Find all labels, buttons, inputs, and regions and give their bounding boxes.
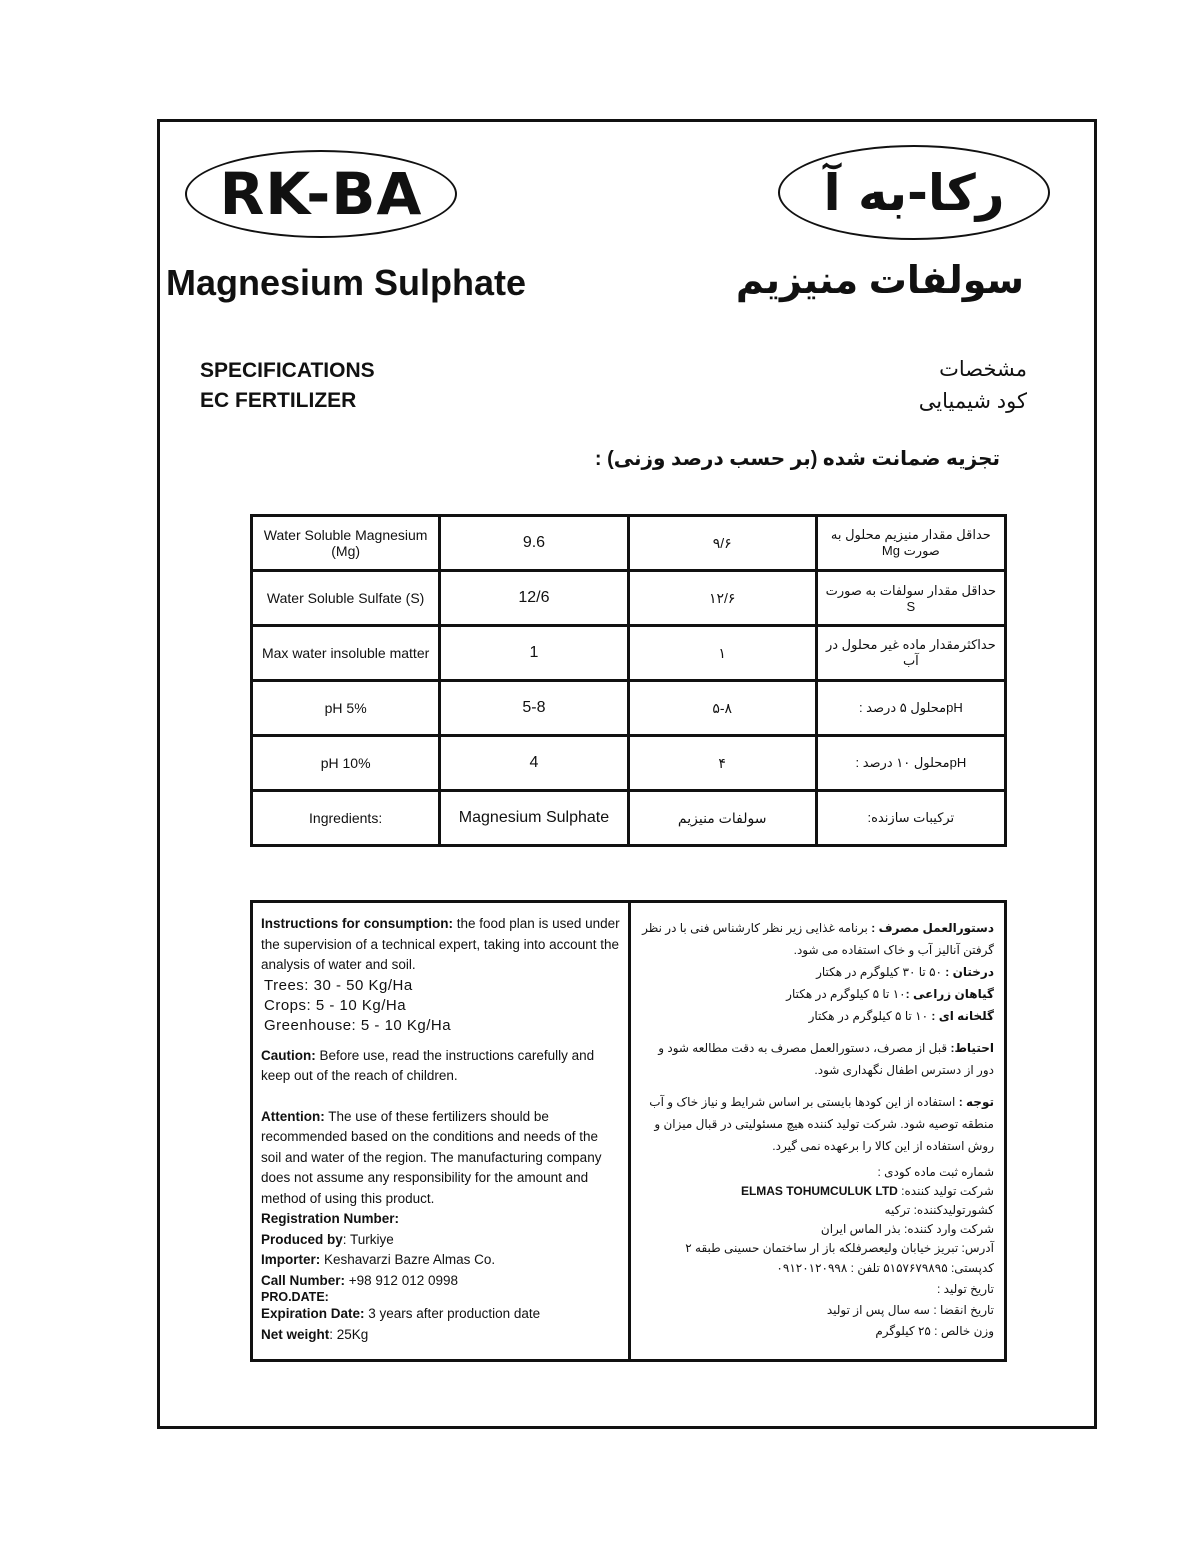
expiration-en: [261, 1304, 620, 1325]
instructions-box: [250, 900, 1007, 1362]
spec-name-en: Water Soluble Sulfate (S): [252, 571, 440, 626]
registration-fa: شماره ثبت ماده کودی :: [877, 1165, 994, 1179]
spec-name-en: pH 5%: [252, 681, 440, 736]
spec-name-fa: حداقل مقدار سولفات به صورت S: [816, 571, 1005, 626]
spec-table: [250, 514, 1007, 847]
spec-value-fa: ۱: [628, 626, 816, 681]
spec-name-en: Max water insoluble matter: [252, 626, 440, 681]
importer-en: [261, 1250, 620, 1271]
instructions-fa: [631, 903, 1004, 1359]
attention-en: [261, 1107, 620, 1210]
caution-en: [261, 1046, 620, 1087]
spec-name-en: Ingredients:: [252, 791, 440, 846]
spec-value-fa: ۴: [628, 736, 816, 791]
net-weight-en: [261, 1325, 620, 1346]
producer-label-fa: شرکت تولید کننده:: [901, 1184, 994, 1198]
importer-label-en: Importer:: [261, 1252, 321, 1267]
consumption-label-en: Instructions for consumption:: [261, 916, 453, 931]
spec-heading-en-2: EC FERTILIZER: [200, 389, 357, 412]
spec-heading-en: [200, 356, 375, 416]
spec-heading-fa-1: مشخصات: [939, 358, 1027, 381]
importer-value-en: Keshavarzi Bazre Almas Co.: [320, 1252, 496, 1267]
consumption-text-en: the food plan is used under the supervision of a technical expert, taking into account the analysis of water and soil.: [261, 916, 620, 972]
dose-trees-fa: [639, 961, 994, 983]
attention-text-en: The use of these fertilizers should be recommended based on the conditions and needs of the soil and water of the region. The manufacturing company does not assume any responsibility for the amount and method of using this product.: [261, 1108, 602, 1206]
importer-fa: شرکت وارد کننده: بذر الماس ایران: [820, 1222, 994, 1236]
call-label-en: Call Number:: [261, 1272, 346, 1288]
spec-value-fa: ۱۲/۶: [628, 571, 816, 626]
produced-value-en: : Turkiye: [342, 1231, 394, 1247]
attention-label-en: Attention:: [261, 1108, 325, 1124]
instructions-en: [253, 903, 631, 1359]
expiration-value-en: 3 years after production date: [364, 1306, 541, 1321]
spec-name-fa: pHمحلول ۱۰ درصد :: [816, 736, 1005, 791]
consumption-text-fa: برنامه غذایی زیر نظر کارشناس فنی با در نظر گرفتن آنالیز آب و خاک استفاده می شود.: [642, 921, 994, 957]
table-row: [252, 791, 1006, 846]
consumption-en: [261, 914, 620, 976]
caution-label-en: Caution:: [261, 1047, 316, 1063]
attention-fa: [639, 1091, 994, 1157]
trees-value-fa: ۵۰ تا ۳۰ کیلوگرم در هکتار: [816, 965, 946, 979]
spec-value: 5-8: [440, 681, 628, 736]
dose-greenhouse-en: Greenhouse: 5 - 10 Kg/Ha: [264, 1016, 452, 1034]
producer-fa: [639, 1182, 994, 1201]
net-weight-value-en: : 25Kg: [329, 1326, 369, 1342]
greenhouse-value-fa: ۱۰ تا ۵ کیلوگرم در هکتار: [808, 1009, 932, 1023]
consumption-label-fa: دستورالعمل مصرف :: [871, 921, 994, 935]
consumption-fa: [639, 917, 994, 961]
spec-value-fa: ۹/۶: [628, 516, 816, 571]
spec-heading-fa-2: کود شیمیایی: [918, 390, 1027, 413]
caution-text-en: Before use, read the instructions carefully and keep out of the reach of children.: [261, 1047, 595, 1083]
table-row: [252, 681, 1006, 736]
spec-value: 9.6: [440, 516, 628, 571]
caution-text-fa: قبل از مصرف، دستورالعمل مصرف به دقت مطالعه شود و دور از دسترس اطفال نگهداری شود.: [658, 1041, 994, 1077]
crops-value-fa: ۱۰ تا ۵ کیلوگرم در هکتار: [786, 987, 906, 1001]
call-value-en: +98 912 012 0998: [345, 1272, 458, 1288]
dose-crops-fa: [639, 983, 994, 1005]
net-weight-label-en: Net weight: [261, 1326, 330, 1342]
attention-text-fa: استفاده از این کودها بایستی بر اساس شرایط و نیاز خاک و آب منطقه توصیه شود. شرکت تولید کننده هیچ مسئولیتی در قبال میزان و روش استفاده از این کالا را برعهده نمی گیرد.: [649, 1095, 994, 1153]
spec-name-fa: ترکیبات سازنده:: [816, 791, 1005, 846]
address-fa: آدرس: تبریز خیابان ولیعصرفلکه باز ار ساختمان حسینی طبقه ۲: [685, 1241, 994, 1255]
spec-heading-en-1: SPECIFICATIONS: [200, 359, 375, 382]
registration-label-en: Registration Number:: [261, 1211, 400, 1226]
spec-heading-fa: [919, 354, 1027, 418]
logo-fa: [778, 145, 1050, 240]
produced-label-en: Produced by: [261, 1231, 343, 1247]
spec-value: 12/6: [440, 571, 628, 626]
spec-name-en: Water Soluble Magnesium (Mg): [252, 516, 440, 571]
table-row: [252, 626, 1006, 681]
expiration-label-en: Expiration Date:: [261, 1306, 365, 1321]
product-title-en: Magnesium Sulphate: [166, 262, 527, 303]
spec-value: 4: [440, 736, 628, 791]
logo-fa-text: رکا-به آ: [823, 163, 1005, 222]
spec-value-fa: ۵-۸: [628, 681, 816, 736]
spec-name-fa: pHمحلول ۵ درصد :: [816, 681, 1005, 736]
produced-en: [261, 1230, 620, 1251]
crops-label-fa: گیاهان زراعی :: [905, 987, 994, 1001]
trees-label-fa: درختان :: [945, 965, 994, 979]
dose-crops-en: Crops: 5 - 10 Kg/Ha: [264, 996, 407, 1014]
production-date-fa: تاریخ تولید :: [937, 1282, 994, 1296]
spec-value: Magnesium Sulphate: [440, 791, 628, 846]
postal-phone-fa: کدپستی: ۵۱۵۷۶۷۹۸۹۵ تلفن : ۰۹۱۲۰۱۲۰۹۹۸: [776, 1261, 994, 1275]
producer-value-fa: ELMAS TOHUMCULUK LTD: [740, 1184, 898, 1198]
greenhouse-label-fa: گلخانه ای :: [931, 1009, 994, 1023]
expiration-fa: تاریخ انقضا : سه سال پس از تولید: [826, 1303, 994, 1317]
pro-date-label-en: PRO.DATE:: [261, 1290, 329, 1304]
spec-name-fa: حداکثرمقدار ماده غیر محلول در آب: [816, 626, 1005, 681]
dose-greenhouse-fa: [639, 1005, 994, 1027]
table-row: [252, 571, 1006, 626]
spec-name-fa: حداقل مقدار منیزیم محلول به صورت Mg: [816, 516, 1005, 571]
table-row: [252, 516, 1006, 571]
net-weight-fa: وزن خالص : ۲۵ کیلوگرم: [875, 1324, 994, 1338]
spec-value-fa: سولفات منیزیم: [628, 791, 816, 846]
logo-en: [185, 150, 457, 238]
country-fa: کشورتولیدکننده: ترکیه: [884, 1203, 994, 1217]
dose-trees-en: Trees: 30 - 50 Kg/Ha: [264, 976, 413, 994]
product-title-fa: سولفات منیزیم: [735, 260, 1024, 302]
caution-label-fa: احتیاط:: [950, 1041, 994, 1055]
spec-value: 1: [440, 626, 628, 681]
spec-name-en: pH 10%: [252, 736, 440, 791]
caution-fa: [639, 1037, 994, 1081]
call-en: [261, 1271, 620, 1292]
analysis-title: تجزیه ضمانت شده (بر حسب درصد وزنی) :: [594, 448, 1000, 470]
attention-label-fa: توجه :: [958, 1095, 994, 1109]
table-row: [252, 736, 1006, 791]
logo-en-text: RK-BA: [219, 160, 423, 228]
